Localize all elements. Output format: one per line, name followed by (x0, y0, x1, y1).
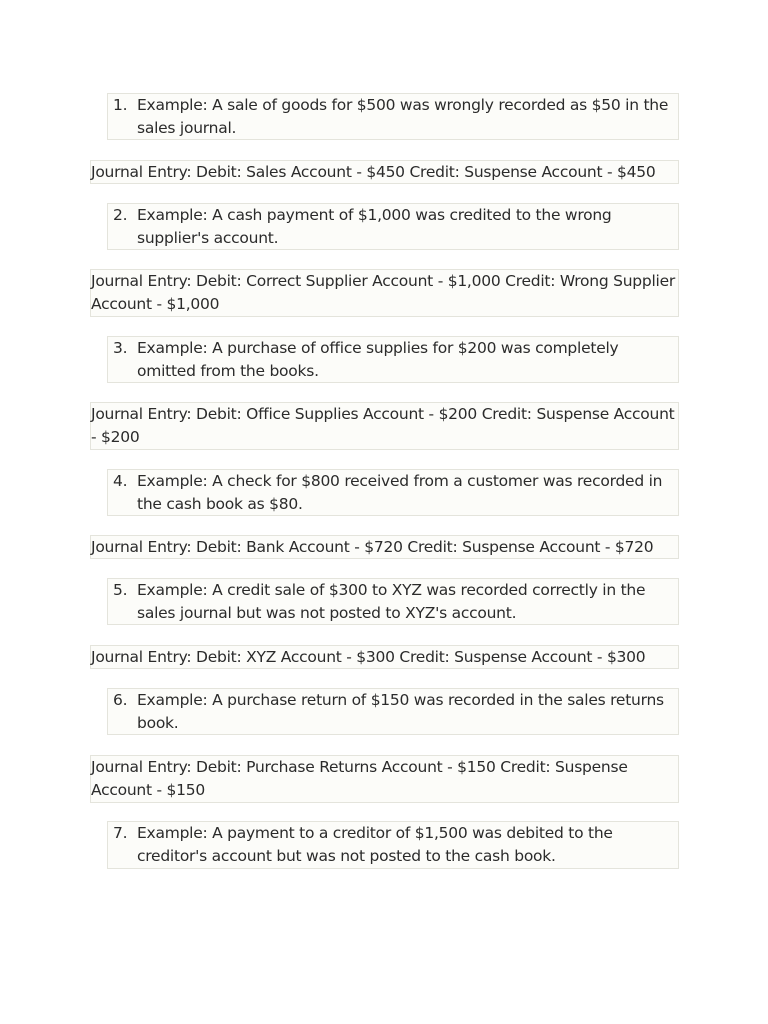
example-item-2 (107, 203, 679, 250)
example-item-5 (107, 578, 679, 625)
journal-entry-5: Journal Entry: Debit: XYZ Account - $300 Credit: Suspense Account - $300 (90, 645, 679, 669)
list-number: 7. (113, 824, 128, 842)
journal-entry-4: Journal Entry: Debit: Bank Account - $720 Credit: Suspense Account - $720 (90, 535, 679, 559)
list-number: 3. (113, 339, 128, 357)
journal-entry-2: Journal Entry: Debit: Correct Supplier Account - $1,000 Credit: Wrong Supplier Account - $1,000 (90, 269, 679, 317)
list-number: 6. (113, 691, 128, 709)
example-item-6 (107, 688, 679, 735)
example-text: Example: A purchase return of $150 was recorded in the sales returns book. (137, 691, 664, 732)
list-number: 4. (113, 472, 128, 490)
example-item-4 (107, 469, 679, 516)
example-text: Example: A sale of goods for $500 was wrongly recorded as $50 in the sales journal. (137, 96, 669, 137)
example-text: Example: A cash payment of $1,000 was credited to the wrong supplier's account. (137, 206, 612, 247)
journal-entry-1: Journal Entry: Debit: Sales Account - $450 Credit: Suspense Account - $450 (90, 160, 679, 184)
journal-entry-6: Journal Entry: Debit: Purchase Returns Account - $150 Credit: Suspense Account - $150 (90, 755, 679, 803)
example-text: Example: A payment to a creditor of $1,500 was debited to the creditor's account but was not posted to the cash book. (137, 824, 613, 865)
example-text: Example: A credit sale of $300 to XYZ was recorded correctly in the sales journal but was not posted to XYZ's account. (137, 581, 646, 622)
example-item-1 (107, 93, 679, 140)
list-number: 1. (113, 96, 128, 114)
example-text: Example: A purchase of office supplies for $200 was completely omitted from the books. (137, 339, 619, 380)
example-item-3 (107, 336, 679, 383)
journal-entry-3: Journal Entry: Debit: Office Supplies Account - $200 Credit: Suspense Account - $200 (90, 402, 679, 450)
example-item-7 (107, 821, 679, 869)
list-number: 5. (113, 581, 128, 599)
example-text: Example: A check for $800 received from a customer was recorded in the cash book as $80. (137, 472, 663, 513)
list-number: 2. (113, 206, 128, 224)
